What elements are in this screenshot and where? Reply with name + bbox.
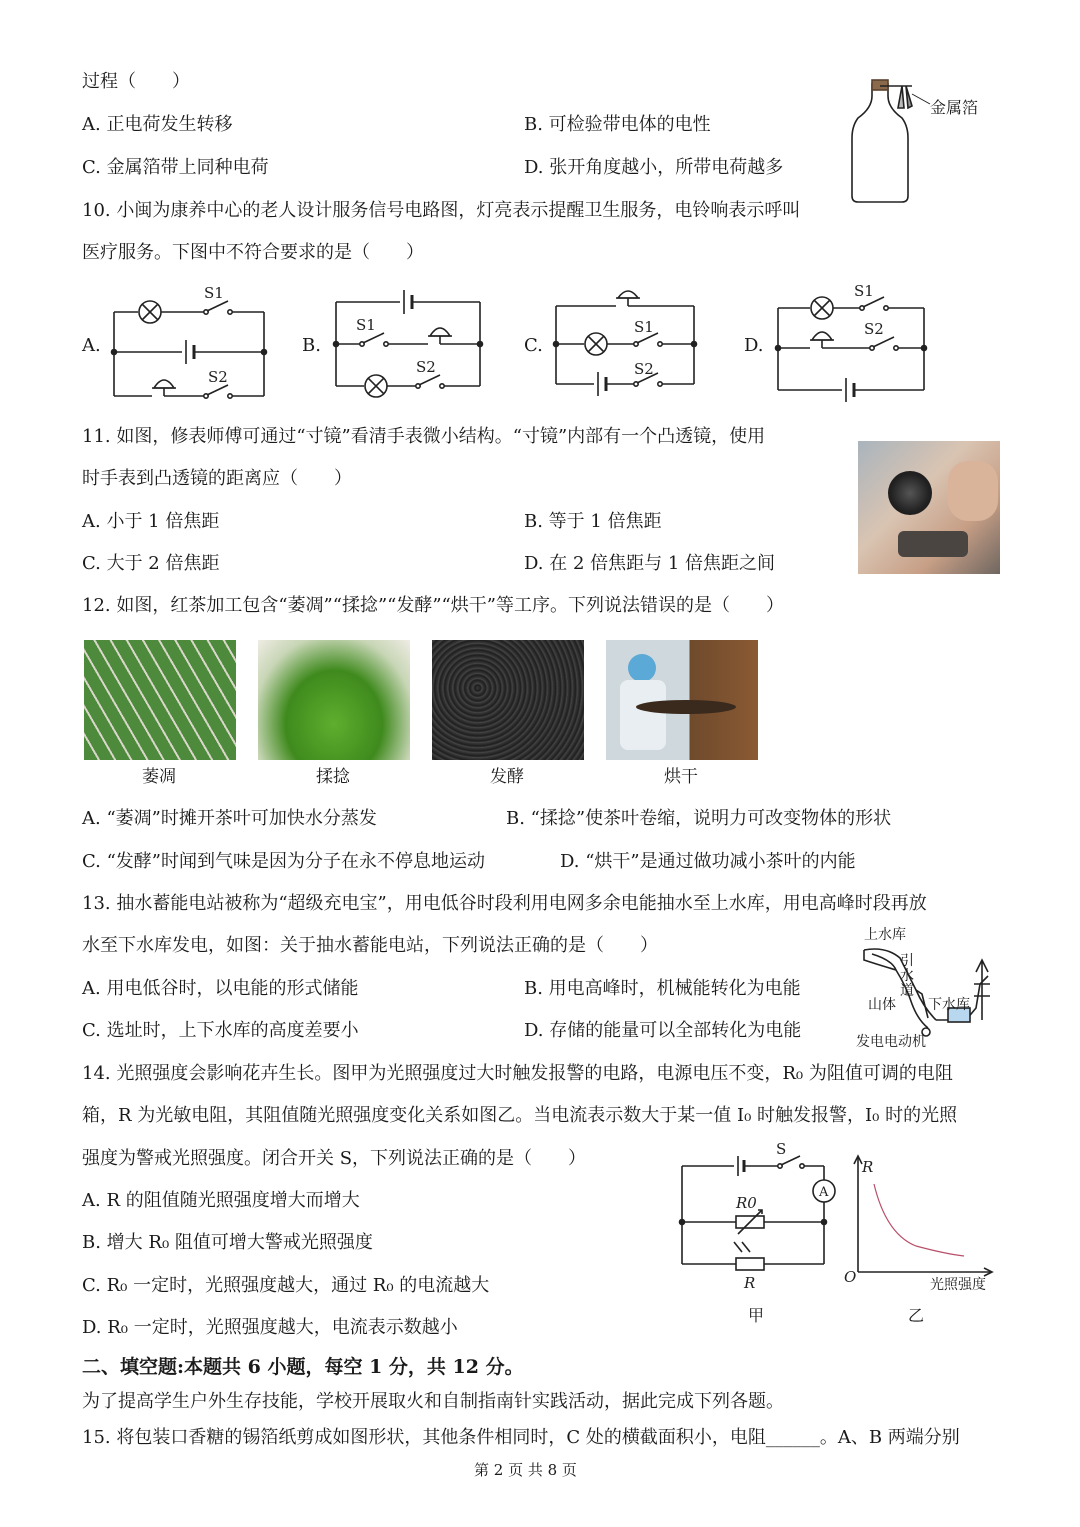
- q14-stem-2: 箱，R 为光敏电阻，其阻值随光照强度变化关系如图乙。当电流表示数大于某一值 I₀ 时触发报警，I₀ 时的光照: [82, 1105, 958, 1126]
- q14-switch-label: S: [776, 1140, 787, 1158]
- foil-label: 金属箔: [930, 98, 979, 117]
- q10-stem-2: 医疗服务。下图中不符合要求的是（ ）: [82, 242, 424, 263]
- q11-stem: 11. 如图，修表师傅可通过“寸镜”看清手表微小结构。“寸镜”内部有一个凸透镜，使用: [82, 426, 766, 447]
- circuit-b-label: B.: [302, 335, 321, 356]
- q12-stem: 12. 如图，红茶加工包含“萎凋”“揉捻”“发酵”“烘干”等工序。下列说法错误的是（ ）: [82, 595, 784, 616]
- circuit-c-label: C.: [524, 335, 543, 356]
- circuit-d-label: D.: [744, 335, 764, 356]
- q11-option-b: B. 等于 1 倍焦距: [524, 511, 662, 532]
- q14-graph-x: 光照强度: [930, 1277, 986, 1293]
- q14-graph: [846, 1154, 996, 1284]
- circuit-d-s1: S1: [854, 282, 874, 300]
- q13-option-a: A. 用电低谷时，以电能的形式储能: [82, 978, 359, 999]
- q14-option-c: C. R₀ 一定时，光照强度越大，通过 R₀ 的电流越大: [82, 1275, 490, 1296]
- circuit-a-label: A.: [82, 335, 101, 356]
- q13-option-d: D. 存储的能量可以全部转化为电能: [524, 1020, 802, 1041]
- q13-stem: 13. 抽水蓄能电站被称为“超级充电宝”，用电低谷时段利用电网多余电能抽水至上水库，用电高峰时段再放: [82, 893, 927, 914]
- q9-option-c: C. 金属箔带上同种电荷: [82, 157, 269, 178]
- circuit-c: [554, 288, 714, 403]
- station-generator: 发电电动机: [856, 1034, 926, 1050]
- circuit-b: [334, 290, 494, 405]
- section-heading: 二、填空题:本题共 6 小题，每空 1 分，共 12 分。: [82, 1356, 524, 1378]
- q14-option-d: D. R₀ 一定时，光照强度越大，电流表示数越小: [82, 1317, 458, 1338]
- station-mountain: 山体: [868, 997, 896, 1013]
- tea-caption-4: 烘干: [664, 767, 698, 787]
- tea-rolling-photo: [258, 640, 410, 760]
- q14-r-label: R: [744, 1274, 756, 1292]
- q12-option-c: C. “发酵”时闻到气味是因为分子在永不停息地运动: [82, 851, 485, 872]
- q9-option-a: A. 正电荷发生转移: [82, 114, 233, 135]
- circuit-c-s1: S1: [634, 318, 654, 336]
- tea-caption-2: 揉捻: [316, 767, 350, 787]
- q10-stem: 10. 小闽为康养中心的老人设计服务信号电路图，灯亮表示提醒卫生服务，电铃响表示呼叫: [82, 200, 801, 221]
- q14-option-b: B. 增大 R₀ 阻值可增大警戒光照强度: [82, 1232, 373, 1253]
- q12-option-d: D. “烘干”是通过做功减小茶叶的内能: [560, 851, 856, 872]
- tea-fermenting-photo: [432, 640, 584, 760]
- station-lower: 下水库: [928, 997, 970, 1013]
- circuit-b-s1: S1: [356, 316, 376, 334]
- tea-caption-3: 发酵: [490, 767, 524, 787]
- q9-option-d: D. 张开角度越小，所带电荷越多: [524, 157, 784, 178]
- q14-graph-y: R: [862, 1158, 874, 1176]
- q14-fig-a: 甲: [748, 1306, 765, 1325]
- q14-option-a: A. R 的阻值随光照强度增大而增大: [82, 1190, 360, 1211]
- circuit-d: [776, 282, 936, 405]
- q11-option-a: A. 小于 1 倍焦距: [82, 511, 220, 532]
- station-upper: 上水库: [864, 927, 906, 943]
- q14-ammeter-label: A: [819, 1185, 829, 1200]
- circuit-d-s2: S2: [864, 320, 884, 338]
- watch-repair-photo: [858, 441, 1000, 574]
- q11-option-d: D. 在 2 倍焦距与 1 倍焦距之间: [524, 553, 776, 574]
- q14-circuit: [682, 1140, 832, 1292]
- station-channel: 引水道: [900, 953, 914, 999]
- q15-stem: 15. 将包装口香糖的锡箔纸剪成如图形状，其他条件相同时，C 处的横截面积小，电阻______。A、B 两端分别: [82, 1427, 960, 1448]
- q14-graph-origin: O: [844, 1268, 857, 1286]
- q12-option-b: B. “揉捻”使茶叶卷缩，说明力可改变物体的形状: [506, 808, 892, 829]
- circuit-a-s2: S2: [208, 368, 228, 386]
- q11-option-c: C. 大于 2 倍焦距: [82, 553, 220, 574]
- circuit-a: [112, 284, 272, 405]
- section-intro: 为了提高学生户外生存技能，学校开展取火和自制指南针实践活动，据此完成下列各题。: [82, 1391, 784, 1412]
- tea-withering-photo: [84, 640, 236, 760]
- q12-option-a: A. “萎凋”时摊开茶叶可加快水分蒸发: [82, 808, 377, 829]
- q9-stem-end: 过程（ ）: [82, 71, 190, 92]
- q9-option-b: B. 可检验带电体的电性: [524, 114, 711, 135]
- q14-stem-3: 强度为警戒光照强度。闭合开关 S，下列说法正确的是（ ）: [82, 1148, 587, 1169]
- q13-option-b: B. 用电高峰时，机械能转化为电能: [524, 978, 801, 999]
- q13-stem-2: 水至下水库发电，如图：关于抽水蓄能电站，下列说法正确的是（ ）: [82, 935, 658, 956]
- circuit-a-s1: S1: [204, 284, 224, 302]
- q13-option-c: C. 选址时，上下水库的高度差要小: [82, 1020, 359, 1041]
- circuit-b-s2: S2: [416, 358, 436, 376]
- circuit-c-s2: S2: [634, 360, 654, 378]
- q14-fig-b: 乙: [908, 1306, 925, 1325]
- page-footer: 第 2 页 共 8 页: [474, 1461, 577, 1479]
- q14-stem: 14. 光照强度会影响花卉生长。图甲为光照强度过大时触发报警的电路，电源电压不变，R₀ 为阻值可调的电阻: [82, 1063, 953, 1084]
- tea-caption-1: 萎凋: [142, 767, 176, 787]
- q14-r0-label: R0: [736, 1194, 757, 1212]
- tea-drying-photo: [606, 640, 758, 760]
- q11-stem-2: 时手表到凸透镜的距离应（ ）: [82, 468, 352, 489]
